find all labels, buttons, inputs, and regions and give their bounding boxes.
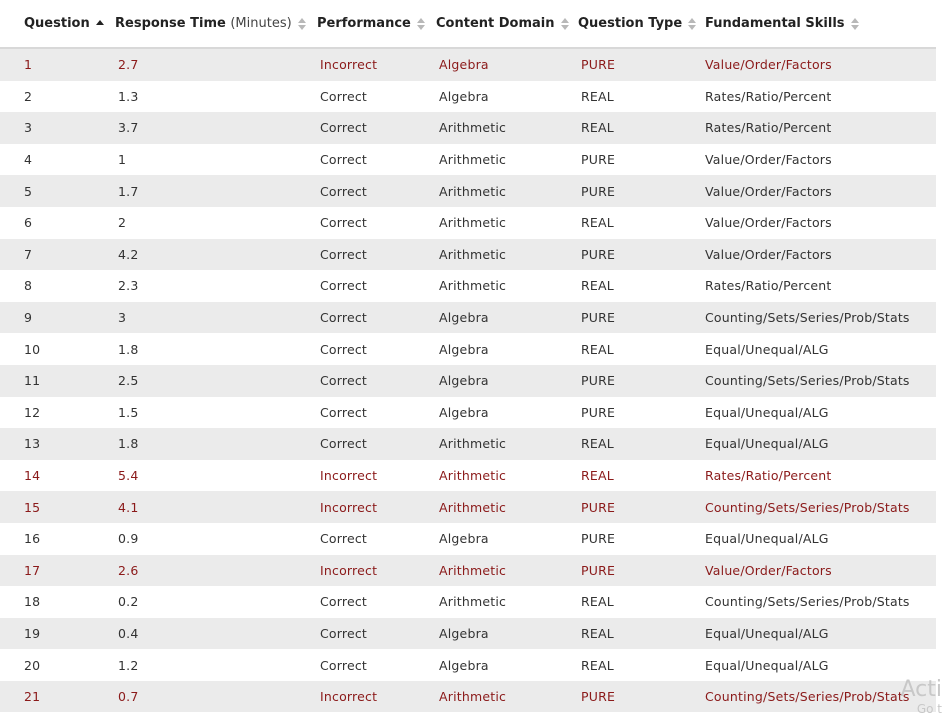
cell-response-time: 1.8 xyxy=(103,333,305,365)
cell-performance: Correct xyxy=(305,397,424,429)
cell-performance: Correct xyxy=(305,270,424,302)
table-row xyxy=(0,555,936,587)
cell-question: 1 xyxy=(0,48,103,81)
cell-question: 3 xyxy=(0,112,103,144)
cell-question-type: REAL xyxy=(566,207,693,239)
cell-fundamental-skills: Equal/Unequal/ALG xyxy=(693,397,936,429)
cell-question-type: PURE xyxy=(566,365,693,397)
cell-fundamental-skills: Rates/Ratio/Percent xyxy=(693,460,936,492)
column-header-label: Performance xyxy=(317,16,411,31)
cell-content-domain: Arithmetic xyxy=(424,491,566,523)
table-row xyxy=(0,333,936,365)
table-row xyxy=(0,618,936,650)
cell-question: 6 xyxy=(0,207,103,239)
cell-question: 13 xyxy=(0,428,103,460)
cell-fundamental-skills: Counting/Sets/Series/Prob/Stats xyxy=(693,681,936,713)
column-header-fundamental-skills[interactable] xyxy=(693,0,936,48)
cell-performance: Correct xyxy=(305,428,424,460)
cell-content-domain: Algebra xyxy=(424,333,566,365)
cell-question: 19 xyxy=(0,618,103,650)
cell-response-time: 4.1 xyxy=(103,491,305,523)
table-row xyxy=(0,48,936,81)
cell-question-type: PURE xyxy=(566,48,693,81)
cell-question: 4 xyxy=(0,144,103,176)
table-row xyxy=(0,270,936,302)
cell-response-time: 1 xyxy=(103,144,305,176)
table-row xyxy=(0,523,936,555)
cell-question-type: REAL xyxy=(566,270,693,302)
cell-content-domain: Arithmetic xyxy=(424,144,566,176)
cell-fundamental-skills: Value/Order/Factors xyxy=(693,144,936,176)
table-row xyxy=(0,112,936,144)
cell-content-domain: Arithmetic xyxy=(424,270,566,302)
cell-content-domain: Algebra xyxy=(424,302,566,334)
cell-question: 18 xyxy=(0,586,103,618)
cell-fundamental-skills: Rates/Ratio/Percent xyxy=(693,81,936,113)
cell-question-type: REAL xyxy=(566,649,693,681)
cell-fundamental-skills: Equal/Unequal/ALG xyxy=(693,333,936,365)
cell-question: 20 xyxy=(0,649,103,681)
cell-question: 2 xyxy=(0,81,103,113)
cell-question-type: PURE xyxy=(566,523,693,555)
cell-response-time: 0.2 xyxy=(103,586,305,618)
cell-fundamental-skills: Value/Order/Factors xyxy=(693,175,936,207)
cell-content-domain: Arithmetic xyxy=(424,207,566,239)
cell-response-time: 0.4 xyxy=(103,618,305,650)
column-header-label: Question xyxy=(24,16,90,31)
cell-question-type: PURE xyxy=(566,302,693,334)
cell-fundamental-skills: Equal/Unequal/ALG xyxy=(693,618,936,650)
sort-icon[interactable] xyxy=(298,17,307,31)
table-row xyxy=(0,397,936,429)
sort-icon[interactable] xyxy=(417,17,426,31)
cell-performance: Correct xyxy=(305,649,424,681)
column-header-question-type[interactable] xyxy=(566,0,693,48)
cell-question-type: PURE xyxy=(566,144,693,176)
table-row xyxy=(0,175,936,207)
cell-fundamental-skills: Counting/Sets/Series/Prob/Stats xyxy=(693,491,936,523)
cell-performance: Incorrect xyxy=(305,491,424,523)
table-row xyxy=(0,428,936,460)
cell-performance: Correct xyxy=(305,333,424,365)
cell-question-type: REAL xyxy=(566,460,693,492)
cell-content-domain: Algebra xyxy=(424,618,566,650)
cell-performance: Correct xyxy=(305,175,424,207)
column-header-unit: (Minutes) xyxy=(230,16,291,31)
cell-question: 5 xyxy=(0,175,103,207)
cell-question: 17 xyxy=(0,555,103,587)
cell-performance: Correct xyxy=(305,302,424,334)
cell-performance: Correct xyxy=(305,618,424,650)
cell-performance: Incorrect xyxy=(305,681,424,713)
cell-response-time: 3 xyxy=(103,302,305,334)
cell-fundamental-skills: Equal/Unequal/ALG xyxy=(693,523,936,555)
cell-content-domain: Arithmetic xyxy=(424,239,566,271)
cell-question: 14 xyxy=(0,460,103,492)
sort-icon[interactable] xyxy=(688,17,697,31)
cell-question-type: REAL xyxy=(566,81,693,113)
cell-performance: Correct xyxy=(305,365,424,397)
cell-fundamental-skills: Counting/Sets/Series/Prob/Stats xyxy=(693,302,936,334)
cell-content-domain: Algebra xyxy=(424,81,566,113)
activation-watermark: Acti xyxy=(901,677,942,702)
table-row xyxy=(0,460,936,492)
column-header-question[interactable] xyxy=(0,0,103,48)
table-row xyxy=(0,491,936,523)
cell-question-type: REAL xyxy=(566,333,693,365)
column-header-label: Content Domain xyxy=(436,16,555,31)
cell-content-domain: Algebra xyxy=(424,397,566,429)
activation-watermark-sub: Go t xyxy=(917,702,942,716)
cell-content-domain: Arithmetic xyxy=(424,586,566,618)
cell-question: 10 xyxy=(0,333,103,365)
cell-response-time: 2.7 xyxy=(103,48,305,81)
cell-response-time: 2.6 xyxy=(103,555,305,587)
cell-response-time: 4.2 xyxy=(103,239,305,271)
cell-question-type: PURE xyxy=(566,555,693,587)
table-row xyxy=(0,239,936,271)
cell-performance: Incorrect xyxy=(305,460,424,492)
cell-response-time: 3.7 xyxy=(103,112,305,144)
cell-response-time: 2.5 xyxy=(103,365,305,397)
column-header-label: Response Time xyxy=(115,16,226,31)
column-header-performance[interactable] xyxy=(305,0,424,48)
cell-response-time: 0.9 xyxy=(103,523,305,555)
cell-content-domain: Algebra xyxy=(424,523,566,555)
cell-response-time: 1.5 xyxy=(103,397,305,429)
cell-content-domain: Algebra xyxy=(424,365,566,397)
table-row xyxy=(0,586,936,618)
cell-content-domain: Arithmetic xyxy=(424,681,566,713)
cell-fundamental-skills: Value/Order/Factors xyxy=(693,48,936,81)
cell-question-type: REAL xyxy=(566,586,693,618)
cell-fundamental-skills: Rates/Ratio/Percent xyxy=(693,112,936,144)
cell-fundamental-skills: Rates/Ratio/Percent xyxy=(693,270,936,302)
table-row xyxy=(0,302,936,334)
cell-fundamental-skills: Counting/Sets/Series/Prob/Stats xyxy=(693,586,936,618)
table-row xyxy=(0,365,936,397)
column-header-label: Question Type xyxy=(578,16,682,31)
cell-response-time: 2 xyxy=(103,207,305,239)
cell-fundamental-skills: Equal/Unequal/ALG xyxy=(693,649,936,681)
cell-response-time: 1.3 xyxy=(103,81,305,113)
table-body xyxy=(0,48,936,712)
cell-performance: Correct xyxy=(305,586,424,618)
cell-question: 8 xyxy=(0,270,103,302)
cell-question: 15 xyxy=(0,491,103,523)
cell-content-domain: Arithmetic xyxy=(424,460,566,492)
cell-performance: Correct xyxy=(305,523,424,555)
cell-question: 7 xyxy=(0,239,103,271)
cell-response-time: 1.7 xyxy=(103,175,305,207)
cell-response-time: 0.7 xyxy=(103,681,305,713)
column-header-response-time[interactable] xyxy=(103,0,305,48)
cell-performance: Correct xyxy=(305,144,424,176)
cell-content-domain: Arithmetic xyxy=(424,112,566,144)
cell-question-type: PURE xyxy=(566,397,693,429)
table-row xyxy=(0,81,936,113)
cell-question: 21 xyxy=(0,681,103,713)
sort-icon[interactable] xyxy=(561,17,570,31)
sort-icon[interactable] xyxy=(851,17,860,31)
cell-content-domain: Arithmetic xyxy=(424,175,566,207)
cell-question-type: PURE xyxy=(566,681,693,713)
cell-question: 16 xyxy=(0,523,103,555)
cell-content-domain: Arithmetic xyxy=(424,555,566,587)
cell-question-type: PURE xyxy=(566,239,693,271)
cell-question-type: REAL xyxy=(566,112,693,144)
table-row xyxy=(0,681,936,713)
cell-fundamental-skills: Value/Order/Factors xyxy=(693,207,936,239)
cell-performance: Incorrect xyxy=(305,48,424,81)
cell-performance: Correct xyxy=(305,112,424,144)
cell-question-type: REAL xyxy=(566,428,693,460)
sort-ascending-icon[interactable] xyxy=(96,17,105,31)
table-row xyxy=(0,207,936,239)
column-header-content-domain[interactable] xyxy=(424,0,566,48)
cell-content-domain: Arithmetic xyxy=(424,428,566,460)
cell-response-time: 5.4 xyxy=(103,460,305,492)
cell-question: 11 xyxy=(0,365,103,397)
cell-performance: Correct xyxy=(305,239,424,271)
cell-question-type: REAL xyxy=(566,618,693,650)
cell-question-type: PURE xyxy=(566,175,693,207)
cell-performance: Incorrect xyxy=(305,555,424,587)
cell-fundamental-skills: Equal/Unequal/ALG xyxy=(693,428,936,460)
cell-response-time: 1.8 xyxy=(103,428,305,460)
table-header xyxy=(0,0,936,48)
cell-performance: Correct xyxy=(305,207,424,239)
cell-response-time: 1.2 xyxy=(103,649,305,681)
cell-question: 9 xyxy=(0,302,103,334)
cell-content-domain: Algebra xyxy=(424,649,566,681)
table-row xyxy=(0,144,936,176)
cell-question-type: PURE xyxy=(566,491,693,523)
cell-performance: Correct xyxy=(305,81,424,113)
cell-response-time: 2.3 xyxy=(103,270,305,302)
table-row xyxy=(0,649,936,681)
cell-fundamental-skills: Value/Order/Factors xyxy=(693,239,936,271)
column-header-label: Fundamental Skills xyxy=(705,16,845,31)
cell-fundamental-skills: Counting/Sets/Series/Prob/Stats xyxy=(693,365,936,397)
cell-content-domain: Algebra xyxy=(424,48,566,81)
cell-question: 12 xyxy=(0,397,103,429)
cell-fundamental-skills: Value/Order/Factors xyxy=(693,555,936,587)
